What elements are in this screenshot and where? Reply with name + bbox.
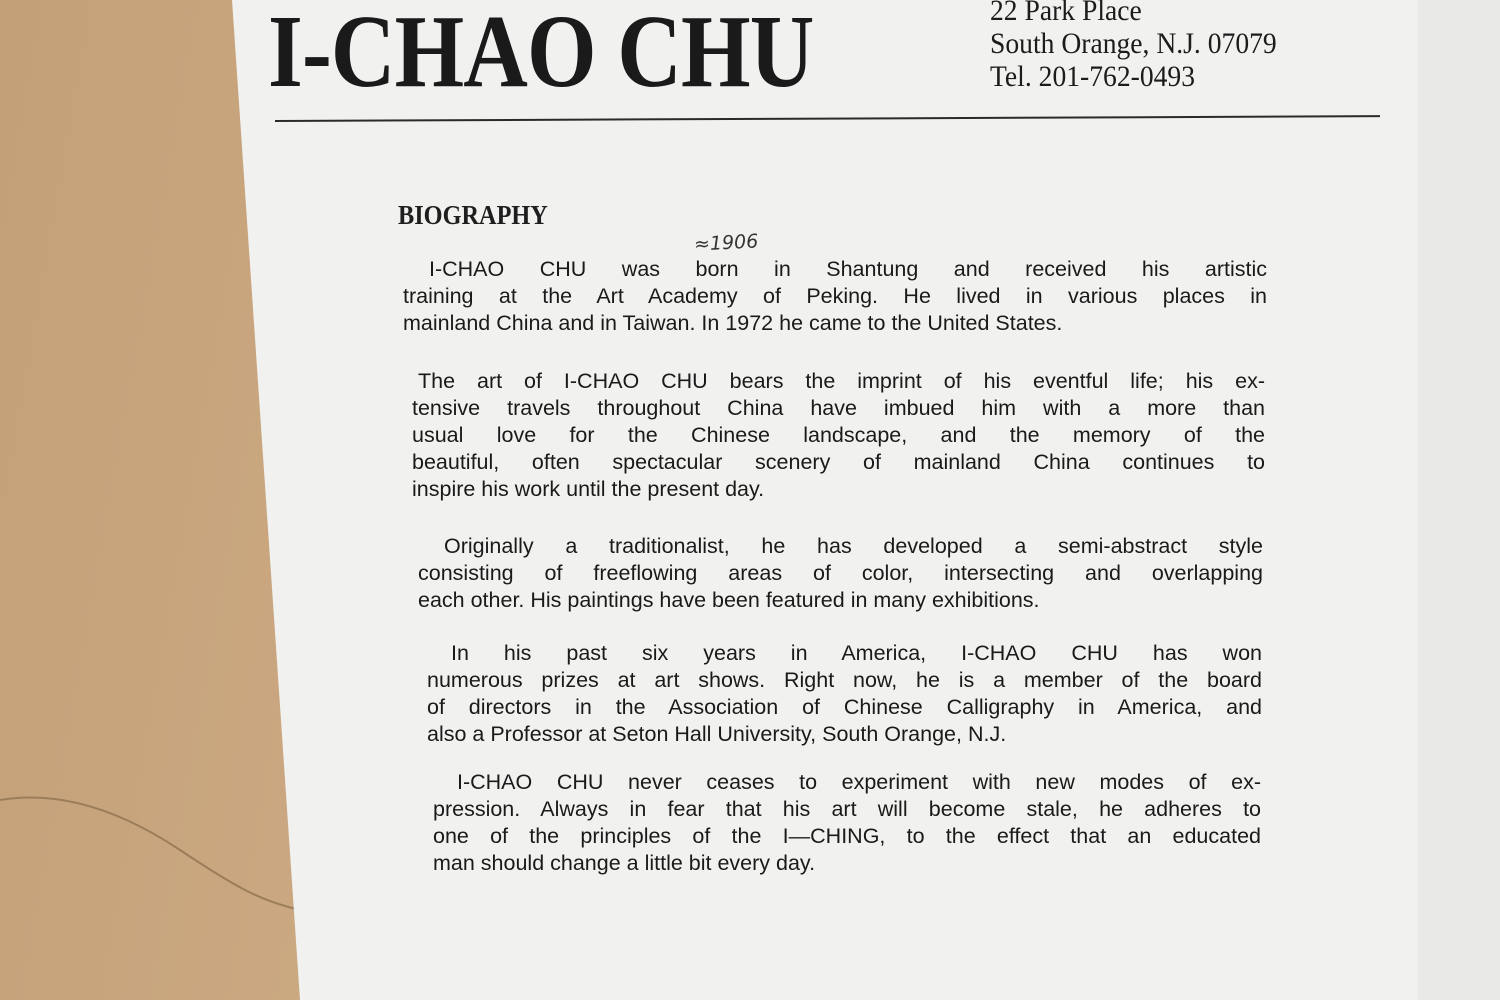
cardboard-crease (0, 780, 300, 920)
text-line: In his past six years in America, I-CHAO CHU has won (451, 641, 1262, 665)
address-line: Tel. 201-762-0493 (990, 60, 1196, 93)
text-line: of directors in the Association of Chinese Calligraphy in America, and (427, 695, 1262, 719)
text-line: training at the Art Academy of Peking. He lived in various places in (403, 284, 1267, 308)
section-heading: BIOGRAPHY (398, 200, 548, 230)
text-line: also a Professor at Seton Hall University, South Orange, N.J. (427, 722, 1007, 746)
address-line: 22 Park Place (990, 0, 1142, 27)
text-line: Originally a traditionalist, he has developed a semi-abstract style (444, 534, 1263, 558)
text-line: The art of I-CHAO CHU bears the imprint of his eventful life; his ex- (418, 369, 1265, 393)
text-line: mainland China and in Taiwan. In 1972 he came to the United States. (403, 311, 1063, 335)
text-line: beautiful, often spectacular scenery of mainland China continues to (412, 450, 1265, 474)
paragraph-2 (412, 368, 1265, 503)
text-line: one of the principles of the I—CHING, to the effect that an educated (433, 824, 1261, 848)
handwritten-note: ≈1906 (693, 230, 759, 256)
underlying-paper (1415, 0, 1500, 1000)
letterhead-name: I-CHAO CHU (268, 0, 814, 109)
text-line: usual love for the Chinese landscape, and the memory of the (412, 423, 1265, 447)
text-line: inspire his work until the present day. (412, 477, 765, 501)
text-line: tensive travels throughout China have imbued him with a more than (412, 396, 1265, 420)
text-line: numerous prizes at art shows. Right now, he is a member of the board (427, 668, 1262, 692)
text-line: I-CHAO CHU never ceases to experiment with new modes of ex- (457, 770, 1261, 794)
text-line: consisting of freeflowing areas of color, intersecting and overlapping (418, 561, 1263, 585)
text-line: pression. Always in fear that his art will become stale, he adheres to (433, 797, 1261, 821)
paragraph-4 (427, 640, 1262, 748)
text-line: each other. His paintings have been featured in many exhibitions. (418, 588, 1040, 612)
paragraph-5 (433, 769, 1261, 877)
text-line: I-CHAO CHU was born in Shantung and received his artistic (429, 257, 1267, 281)
address-line: South Orange, N.J. 07079 (990, 27, 1277, 60)
paragraph-1 (403, 256, 1267, 337)
paragraph-3 (418, 533, 1263, 614)
text-line: man should change a little bit every day. (433, 851, 816, 875)
